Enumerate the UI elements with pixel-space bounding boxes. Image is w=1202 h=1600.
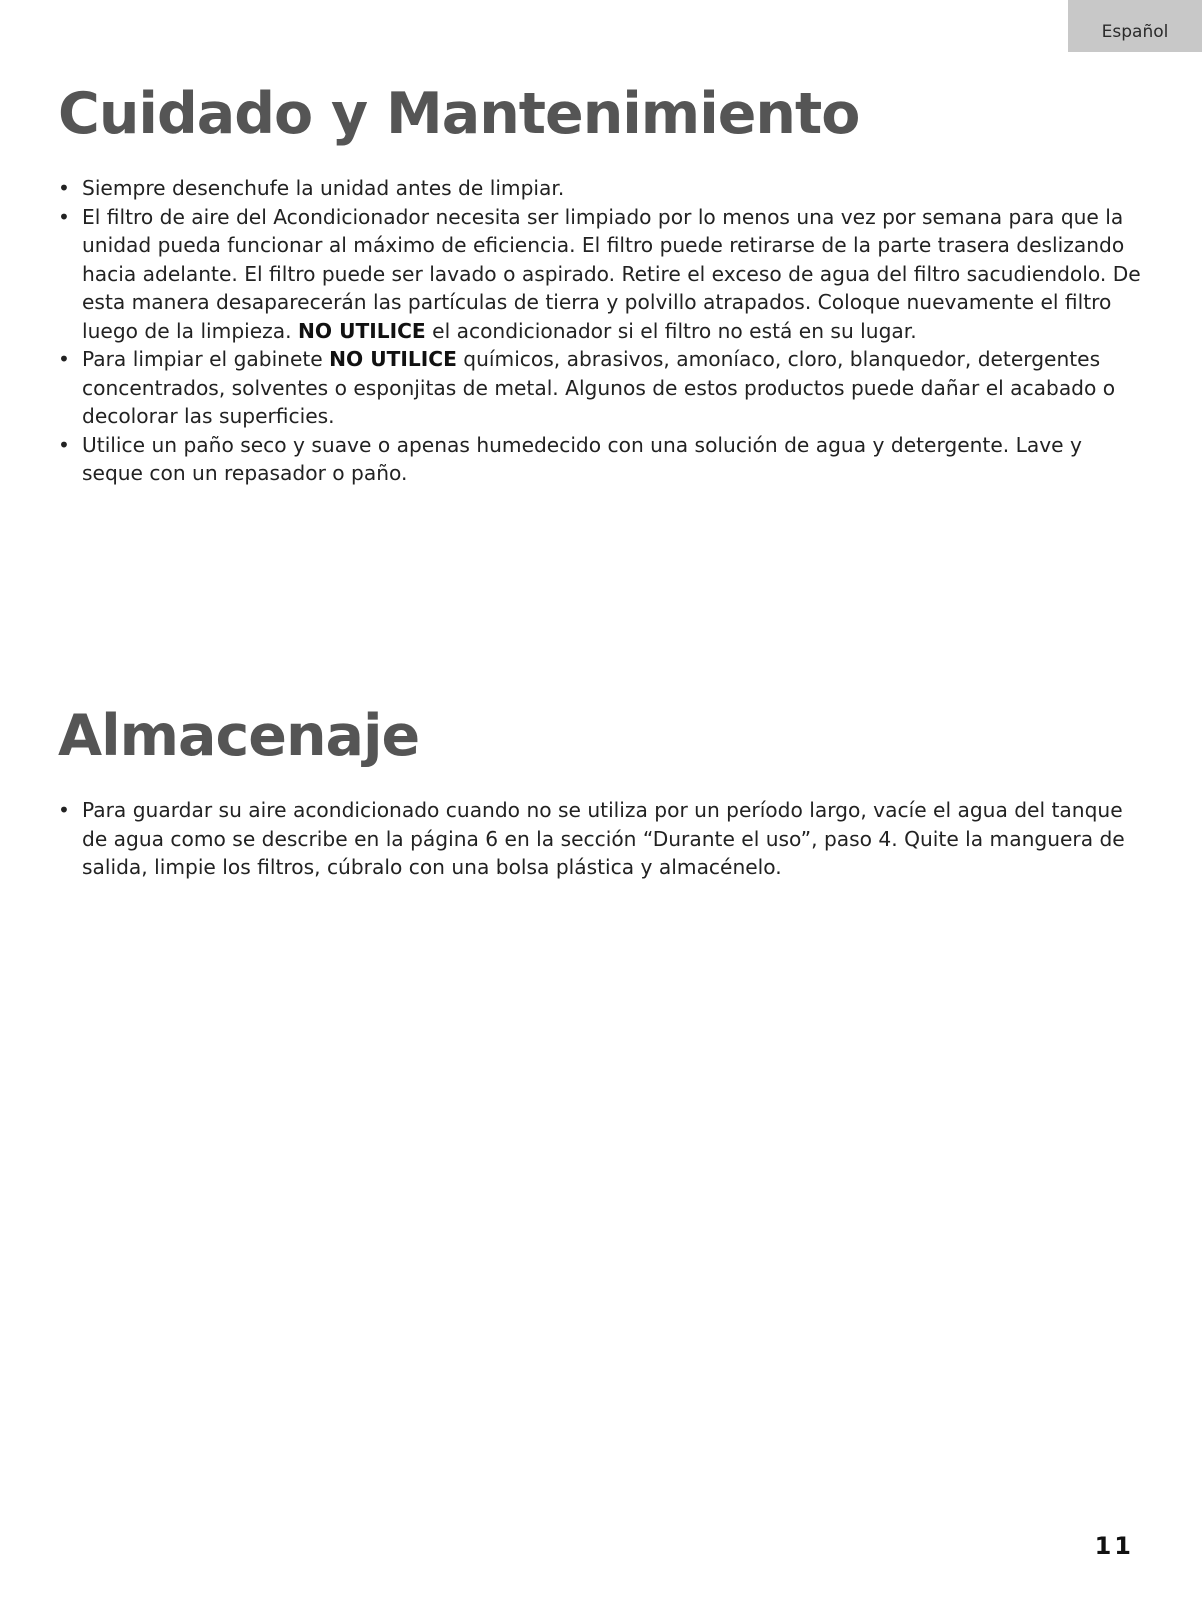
bullet-icon: • bbox=[58, 176, 70, 200]
language-tab bbox=[1068, 0, 1202, 52]
list-item-text: Para limpiar el gabinete bbox=[82, 347, 330, 371]
list-item-text: Siempre desenchufe la unidad antes de limpiar. bbox=[82, 176, 565, 200]
warning-emphasis: NO UTILICE bbox=[329, 347, 457, 371]
storage-section bbox=[58, 700, 1148, 882]
bullet-icon: • bbox=[58, 432, 70, 457]
list-item-text: Para guardar su aire acondicionado cuando no se utiliza por un período largo, vacíe el agua del tanque de agua como se describe en la página 6 en la sección “Durante el uso”, paso 4. Quite la manguera de salida, limpie los filtros, cúbralo con una bolsa plástica y almacénelo. bbox=[82, 798, 1125, 879]
storage-list bbox=[58, 796, 1148, 882]
bullet-icon: • bbox=[58, 204, 70, 229]
page-number: 11 bbox=[1094, 1532, 1134, 1560]
care-list bbox=[58, 174, 1148, 488]
warning-emphasis: NO UTILICE bbox=[297, 318, 426, 343]
section-title-care: Cuidado y Mantenimiento bbox=[58, 81, 860, 147]
list-item-text: el acondicionador si el filtro no está en su lugar. bbox=[425, 318, 917, 343]
list-item bbox=[58, 203, 1148, 346]
list-item bbox=[58, 796, 1148, 882]
bullet-icon: • bbox=[58, 798, 70, 822]
list-item bbox=[58, 345, 1148, 431]
care-maintenance-section bbox=[58, 78, 1148, 488]
bullet-icon: • bbox=[58, 347, 70, 371]
list-item-text: El filtro de aire del Acondicionador necesita ser limpiado por lo menos una vez por semana para que la unidad pueda funcionar al máximo de eficiencia. El filtro puede retirarse de la parte trasera deslizando hacia adelante. El filtro puede ser lavado o aspirado. Retire el exceso de agua del filtro sacudiendolo. De esta manera desaparecerán las partículas de tierra y polvillo atrapados. Coloque nuevamente el filtro luego de la limpieza. bbox=[82, 204, 1141, 343]
list-item bbox=[58, 174, 1148, 203]
list-item bbox=[58, 431, 1148, 488]
section-title-storage: Almacenaje bbox=[58, 703, 420, 769]
list-item-text: químicos, abrasivos, amoníaco, cloro, blanquedor, detergentes concentrados, solventes o esponjitas de metal. Algunos de estos productos puede dañar el acabado o decolorar las superficies. bbox=[82, 347, 1116, 428]
language-label: Español bbox=[1101, 22, 1169, 42]
list-item-text: Utilice un paño seco y suave o apenas humedecido con una solución de agua y detergente. Lave y seque con un repasador o paño. bbox=[82, 432, 1082, 485]
